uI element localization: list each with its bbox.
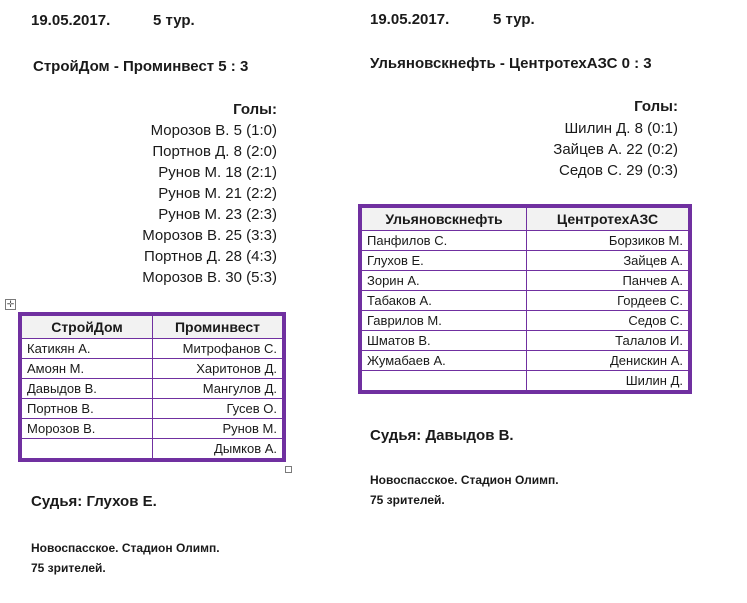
- goal-entry: Шилин Д. 8 (0:1): [564, 120, 678, 137]
- table-row: [20, 359, 284, 379]
- table-header-row: [20, 314, 284, 339]
- table-row: [360, 351, 690, 371]
- goal-entry: Рунов М. 23 (2:3): [158, 206, 277, 223]
- table-row: [360, 271, 690, 291]
- left-lineup-table: [18, 312, 286, 462]
- home-player-cell: Морозов В.: [20, 419, 153, 439]
- left-date: 19.05.2017.: [31, 12, 111, 29]
- left-goals-heading: Голы:: [233, 101, 277, 118]
- right-date: 19.05.2017.: [370, 11, 450, 28]
- home-player-cell: Глухов Е.: [360, 251, 527, 271]
- right-goals-list: [520, 118, 678, 181]
- left-match-title: СтройДом - Проминвест 5 : 3: [33, 58, 249, 75]
- goal-entry: Морозов В. 30 (5:3): [142, 269, 277, 286]
- away-player-cell: Денискин А.: [527, 351, 691, 371]
- right-match-title: Ульяновскнефть - ЦентротехАЗС 0 : 3: [370, 55, 652, 72]
- right-lineup-table: [358, 204, 692, 394]
- right-team-away-header: ЦентротехАЗС: [527, 206, 691, 231]
- right-team-home-header: Ульяновскнефть: [360, 206, 527, 231]
- left-round: 5 тур.: [153, 12, 195, 29]
- away-player-cell: Мангулов Д.: [153, 379, 285, 399]
- table-row: [360, 311, 690, 331]
- goal-entry: Портнов Д. 28 (4:3): [144, 248, 277, 265]
- table-row: [20, 339, 284, 359]
- home-player-cell: Панфилов С.: [360, 231, 527, 251]
- left-venue: Новоспасское. Стадион Олимп.: [31, 541, 220, 555]
- table-row: [360, 291, 690, 311]
- left-goals-list: [100, 120, 277, 288]
- table-row: [20, 419, 284, 439]
- away-player-cell: Гусев О.: [153, 399, 285, 419]
- home-player-cell: Табаков А.: [360, 291, 527, 311]
- home-player-cell: [20, 439, 153, 461]
- away-player-cell: Панчев А.: [527, 271, 691, 291]
- home-player-cell: Зорин А.: [360, 271, 527, 291]
- home-player-cell: Катикян А.: [20, 339, 153, 359]
- right-spectators: 75 зрителей.: [370, 493, 445, 507]
- away-player-cell: Рунов М.: [153, 419, 285, 439]
- table-row: [360, 371, 690, 393]
- home-player-cell: Давыдов В.: [20, 379, 153, 399]
- home-player-cell: [360, 371, 527, 393]
- table-row: [20, 379, 284, 399]
- away-player-cell: Митрофанов С.: [153, 339, 285, 359]
- goal-entry: Портнов Д. 8 (2:0): [152, 143, 277, 160]
- home-player-cell: Портнов В.: [20, 399, 153, 419]
- goal-entry: Седов С. 29 (0:3): [559, 162, 678, 179]
- away-player-cell: Шилин Д.: [527, 371, 691, 393]
- right-goals-heading: Голы:: [634, 98, 678, 115]
- table-row: [20, 439, 284, 461]
- home-player-cell: Жумабаев А.: [360, 351, 527, 371]
- table-header-row: [360, 206, 690, 231]
- left-spectators: 75 зрителей.: [31, 561, 106, 575]
- away-player-cell: Дымков А.: [153, 439, 285, 461]
- move-cross-icon[interactable]: ✛: [6, 299, 15, 309]
- goal-entry: Морозов В. 5 (1:0): [150, 122, 277, 139]
- table-row: [360, 251, 690, 271]
- resize-square-icon[interactable]: [285, 466, 292, 473]
- away-player-cell: Харитонов Д.: [153, 359, 285, 379]
- left-team-away-header: Проминвест: [153, 314, 285, 339]
- right-round: 5 тур.: [493, 11, 535, 28]
- home-player-cell: Амоян М.: [20, 359, 153, 379]
- table-row: [360, 331, 690, 351]
- right-referee: Судья: Давыдов В.: [370, 427, 514, 444]
- away-player-cell: Борзиков М.: [527, 231, 691, 251]
- goal-entry: Морозов В. 25 (3:3): [142, 227, 277, 244]
- table-row: [20, 399, 284, 419]
- goal-entry: Рунов М. 21 (2:2): [158, 185, 277, 202]
- left-team-home-header: СтройДом: [20, 314, 153, 339]
- away-player-cell: Талалов И.: [527, 331, 691, 351]
- table-row: [360, 231, 690, 251]
- home-player-cell: Гаврилов М.: [360, 311, 527, 331]
- home-player-cell: Шматов В.: [360, 331, 527, 351]
- left-referee: Судья: Глухов Е.: [31, 493, 157, 510]
- away-player-cell: Седов С.: [527, 311, 691, 331]
- goal-entry: Рунов М. 18 (2:1): [158, 164, 277, 181]
- away-player-cell: Зайцев А.: [527, 251, 691, 271]
- right-venue: Новоспасское. Стадион Олимп.: [370, 473, 559, 487]
- away-player-cell: Гордеев С.: [527, 291, 691, 311]
- goal-entry: Зайцев А. 22 (0:2): [553, 141, 678, 158]
